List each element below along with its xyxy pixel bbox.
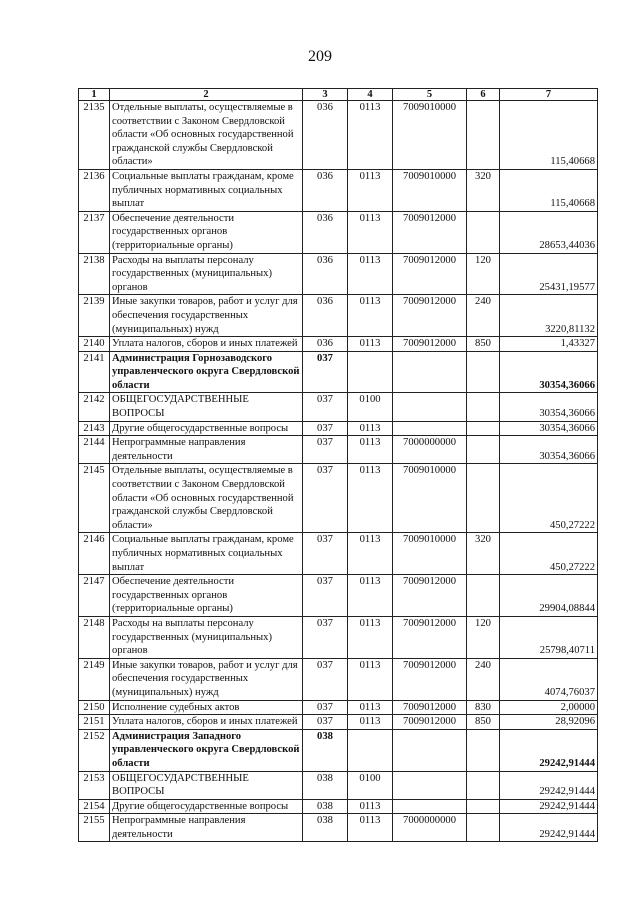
section-code-cell: 0113 (348, 616, 393, 658)
ministry-code-cell: 037 (303, 351, 348, 393)
ministry-code-cell: 037 (303, 533, 348, 575)
amount-cell: 115,40668 (500, 169, 598, 211)
row-number-cell: 2146 (79, 533, 110, 575)
ministry-code-cell: 037 (303, 616, 348, 658)
expense-type-code-cell (467, 729, 500, 771)
table-row (79, 253, 598, 295)
target-article-code-cell: 7000000000 (393, 814, 467, 842)
ministry-code-cell: 037 (303, 575, 348, 617)
target-article-code-cell: 7009012000 (393, 700, 467, 715)
ministry-code-cell: 037 (303, 700, 348, 715)
expense-type-code-cell: 850 (467, 337, 500, 352)
target-article-code-cell: 7009010000 (393, 101, 467, 170)
expense-name-cell: Отдельные выплаты, осуществляемые в соответствии с Законом Свердловской области «Об основных государственной гражданской службы Свердловской области» (110, 464, 303, 533)
expense-name-cell: Исполнение судебных актов (110, 700, 303, 715)
table-row (79, 658, 598, 700)
row-number-cell: 2147 (79, 575, 110, 617)
expense-name-cell: Администрация Западного управленческого округа Свердловской области (110, 729, 303, 771)
table-row (79, 351, 598, 393)
target-article-code-cell: 7009010000 (393, 464, 467, 533)
ministry-code-cell: 038 (303, 814, 348, 842)
amount-cell: 29242,91444 (500, 771, 598, 799)
expense-name-cell: ОБЩЕГОСУДАРСТВЕННЫЕ ВОПРОСЫ (110, 393, 303, 421)
header-cell: 1 (79, 89, 110, 101)
expense-name-cell: Расходы на выплаты персоналу государственных (муниципальных) органов (110, 253, 303, 295)
expense-type-code-cell: 850 (467, 715, 500, 730)
expense-type-code-cell (467, 575, 500, 617)
expense-type-code-cell: 240 (467, 295, 500, 337)
row-number-cell: 2137 (79, 211, 110, 253)
expense-type-code-cell (467, 799, 500, 814)
section-code-cell: 0100 (348, 771, 393, 799)
expense-type-code-cell (467, 464, 500, 533)
target-article-code-cell (393, 351, 467, 393)
table-row (79, 421, 598, 436)
target-article-code-cell (393, 799, 467, 814)
row-number-cell: 2149 (79, 658, 110, 700)
ministry-code-cell: 037 (303, 421, 348, 436)
expense-name-cell: Обеспечение деятельности государственных органов (территориальные органы) (110, 211, 303, 253)
header-cell: 4 (348, 89, 393, 101)
ministry-code-cell: 036 (303, 253, 348, 295)
expense-type-code-cell (467, 101, 500, 170)
amount-cell: 450,27222 (500, 464, 598, 533)
expense-name-cell: Другие общегосударственные вопросы (110, 421, 303, 436)
expense-type-code-cell: 320 (467, 533, 500, 575)
table-row (79, 616, 598, 658)
section-code-cell: 0113 (348, 436, 393, 464)
table-row (79, 337, 598, 352)
expense-type-code-cell: 240 (467, 658, 500, 700)
target-article-code-cell: 7009012000 (393, 616, 467, 658)
table-row (79, 393, 598, 421)
header-cell: 7 (500, 89, 598, 101)
section-code-cell: 0113 (348, 464, 393, 533)
expense-name-cell: Непрограммные направления деятельности (110, 436, 303, 464)
row-number-cell: 2139 (79, 295, 110, 337)
row-number-cell: 2152 (79, 729, 110, 771)
expense-name-cell: Социальные выплаты гражданам, кроме публичных нормативных социальных выплат (110, 169, 303, 211)
amount-cell: 30354,36066 (500, 351, 598, 393)
section-code-cell: 0113 (348, 799, 393, 814)
expense-type-code-cell: 830 (467, 700, 500, 715)
amount-cell: 450,27222 (500, 533, 598, 575)
header-cell: 6 (467, 89, 500, 101)
ministry-code-cell: 037 (303, 436, 348, 464)
ministry-code-cell: 036 (303, 337, 348, 352)
target-article-code-cell (393, 771, 467, 799)
row-number-cell: 2155 (79, 814, 110, 842)
table-row (79, 436, 598, 464)
target-article-code-cell: 7009012000 (393, 295, 467, 337)
expense-name-cell: Уплата налогов, сборов и иных платежей (110, 337, 303, 352)
section-code-cell: 0113 (348, 253, 393, 295)
table-row (79, 715, 598, 730)
section-code-cell: 0113 (348, 814, 393, 842)
amount-cell: 4074,76037 (500, 658, 598, 700)
table-row (79, 700, 598, 715)
ministry-code-cell: 037 (303, 715, 348, 730)
table-row (79, 101, 598, 170)
expense-name-cell: Расходы на выплаты персоналу государственных (муниципальных) органов (110, 616, 303, 658)
amount-cell: 30354,36066 (500, 436, 598, 464)
table-row (79, 771, 598, 799)
table-row (79, 464, 598, 533)
row-number-cell: 2154 (79, 799, 110, 814)
section-code-cell: 0113 (348, 700, 393, 715)
section-code-cell: 0113 (348, 211, 393, 253)
row-number-cell: 2136 (79, 169, 110, 211)
row-number-cell: 2142 (79, 393, 110, 421)
section-code-cell: 0113 (348, 533, 393, 575)
amount-cell: 29242,91444 (500, 799, 598, 814)
amount-cell: 29242,91444 (500, 729, 598, 771)
amount-cell: 29904,08844 (500, 575, 598, 617)
ministry-code-cell: 036 (303, 295, 348, 337)
table-row (79, 533, 598, 575)
expense-type-code-cell (467, 393, 500, 421)
row-number-cell: 2138 (79, 253, 110, 295)
amount-cell: 25798,40711 (500, 616, 598, 658)
target-article-code-cell: 7009012000 (393, 337, 467, 352)
section-code-cell: 0113 (348, 295, 393, 337)
section-code-cell (348, 351, 393, 393)
expense-name-cell: Отдельные выплаты, осуществляемые в соответствии с Законом Свердловской области «Об основных государственной гражданской службы Свердловской области» (110, 101, 303, 170)
section-code-cell: 0113 (348, 715, 393, 730)
row-number-cell: 2141 (79, 351, 110, 393)
page-number: 209 (308, 48, 332, 65)
section-code-cell (348, 729, 393, 771)
section-code-cell: 0113 (348, 421, 393, 436)
header-cell: 5 (393, 89, 467, 101)
expense-name-cell: ОБЩЕГОСУДАРСТВЕННЫЕ ВОПРОСЫ (110, 771, 303, 799)
amount-cell: 28,92096 (500, 715, 598, 730)
row-number-cell: 2144 (79, 436, 110, 464)
expense-type-code-cell: 120 (467, 253, 500, 295)
budget-table (78, 88, 598, 842)
table-row (79, 799, 598, 814)
expense-name-cell: Социальные выплаты гражданам, кроме публичных нормативных социальных выплат (110, 533, 303, 575)
table-row (79, 211, 598, 253)
expense-type-code-cell: 320 (467, 169, 500, 211)
target-article-code-cell (393, 393, 467, 421)
section-code-cell: 0113 (348, 658, 393, 700)
amount-cell: 3220,81132 (500, 295, 598, 337)
target-article-code-cell: 7009012000 (393, 253, 467, 295)
target-article-code-cell: 7009012000 (393, 575, 467, 617)
target-article-code-cell: 7009012000 (393, 658, 467, 700)
table-row (79, 169, 598, 211)
expense-type-code-cell (467, 421, 500, 436)
target-article-code-cell (393, 421, 467, 436)
ministry-code-cell: 037 (303, 464, 348, 533)
expense-name-cell: Непрограммные направления деятельности (110, 814, 303, 842)
row-number-cell: 2151 (79, 715, 110, 730)
expense-type-code-cell (467, 436, 500, 464)
header-cell: 3 (303, 89, 348, 101)
amount-cell: 115,40668 (500, 101, 598, 170)
table-header-row (79, 89, 598, 101)
section-code-cell: 0113 (348, 101, 393, 170)
amount-cell: 1,43327 (500, 337, 598, 352)
row-number-cell: 2135 (79, 101, 110, 170)
amount-cell: 2,00000 (500, 700, 598, 715)
ministry-code-cell: 037 (303, 393, 348, 421)
amount-cell: 30354,36066 (500, 393, 598, 421)
section-code-cell: 0100 (348, 393, 393, 421)
ministry-code-cell: 038 (303, 729, 348, 771)
row-number-cell: 2150 (79, 700, 110, 715)
target-article-code-cell (393, 729, 467, 771)
target-article-code-cell: 7009012000 (393, 715, 467, 730)
amount-cell: 28653,44036 (500, 211, 598, 253)
ministry-code-cell: 038 (303, 771, 348, 799)
section-code-cell: 0113 (348, 337, 393, 352)
target-article-code-cell: 7009012000 (393, 211, 467, 253)
expense-name-cell: Другие общегосударственные вопросы (110, 799, 303, 814)
row-number-cell: 2148 (79, 616, 110, 658)
ministry-code-cell: 038 (303, 799, 348, 814)
amount-cell: 25431,19577 (500, 253, 598, 295)
expense-type-code-cell (467, 814, 500, 842)
expense-type-code-cell (467, 771, 500, 799)
ministry-code-cell: 037 (303, 658, 348, 700)
row-number-cell: 2143 (79, 421, 110, 436)
target-article-code-cell: 7009010000 (393, 169, 467, 211)
expense-type-code-cell: 120 (467, 616, 500, 658)
section-code-cell: 0113 (348, 169, 393, 211)
section-code-cell: 0113 (348, 575, 393, 617)
target-article-code-cell: 7000000000 (393, 436, 467, 464)
table-row (79, 295, 598, 337)
row-number-cell: 2145 (79, 464, 110, 533)
expense-type-code-cell (467, 351, 500, 393)
expense-type-code-cell (467, 211, 500, 253)
table-row (79, 814, 598, 842)
table-row (79, 729, 598, 771)
expense-name-cell: Администрация Горнозаводского управленческого округа Свердловской области (110, 351, 303, 393)
row-number-cell: 2153 (79, 771, 110, 799)
amount-cell: 29242,91444 (500, 814, 598, 842)
expense-name-cell: Иные закупки товаров, работ и услуг для обеспечения государственных (муниципальных) нужд (110, 658, 303, 700)
header-cell: 2 (110, 89, 303, 101)
target-article-code-cell: 7009010000 (393, 533, 467, 575)
ministry-code-cell: 036 (303, 169, 348, 211)
row-number-cell: 2140 (79, 337, 110, 352)
table-row (79, 575, 598, 617)
ministry-code-cell: 036 (303, 211, 348, 253)
ministry-code-cell: 036 (303, 101, 348, 170)
expense-name-cell: Уплата налогов, сборов и иных платежей (110, 715, 303, 730)
amount-cell: 30354,36066 (500, 421, 598, 436)
expense-name-cell: Иные закупки товаров, работ и услуг для обеспечения государственных (муниципальных) нужд (110, 295, 303, 337)
expense-name-cell: Обеспечение деятельности государственных органов (территориальные органы) (110, 575, 303, 617)
